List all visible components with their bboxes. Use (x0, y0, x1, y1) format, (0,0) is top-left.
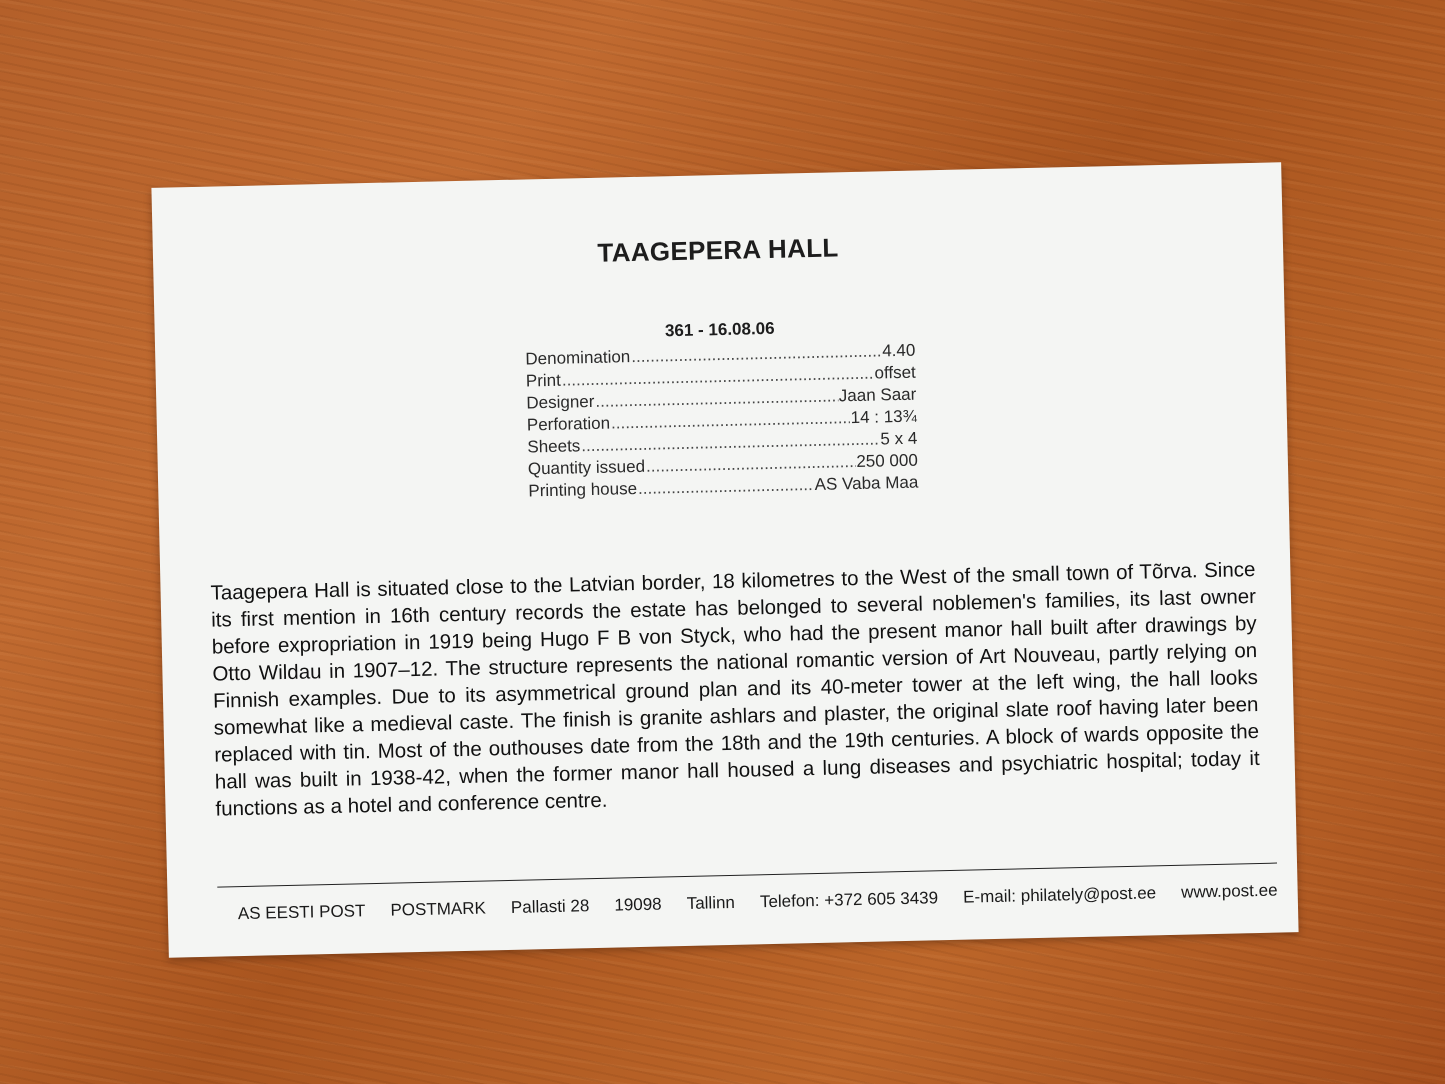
spec-label: Perforation (526, 413, 611, 435)
spec-label: Sheets (527, 436, 581, 457)
spec-value: Jaan Saar (838, 384, 917, 406)
publisher-footer (238, 881, 1278, 925)
leader-dots (638, 474, 814, 500)
postcard (151, 162, 1298, 957)
card-title: TAAGEPERA HALL (597, 232, 839, 268)
spec-value: 4.40 (881, 340, 916, 361)
spec-value: 14 : 13¾ (850, 406, 918, 428)
spec-value: AS Vaba Maa (814, 472, 919, 494)
phone-number: Telefon: +372 605 3439 (759, 888, 939, 912)
street-address: Pallasti 28 (510, 896, 590, 917)
spec-value: 250 000 (856, 450, 918, 471)
city-name: Tallinn (686, 892, 736, 913)
spec-value: 5 x 4 (880, 428, 918, 449)
spec-value: offset (874, 362, 917, 383)
company-name: AS EESTI POST (237, 901, 366, 924)
email-address: E-mail: philately@post.ee (962, 883, 1157, 907)
postal-code: 19098 (614, 894, 662, 915)
spec-label: Printing house (528, 478, 638, 501)
spec-label: Print (525, 370, 562, 391)
history-description: Taagepera Hall is situated close to the Latvian border, 18 kilometres to the West of the small town of Tõrva. Since its first mention in 16th century records the estate has belonged to several noblemen's families, its last owner before expropriation in 1919 being Hugo F B von Styck, who had the present manor hall built after drawings by Otto Wildau in 1907–12. The structure represents the national romantic version of Art Nouveau, partly relying on Finnish examples. Due to its asymmetrical ground plan and its 40-meter tower at the left wing, the hall looks somewhat like a medieval caste. The finish is granite ashlars and plaster, the original slate roof having later been replaced with tin. Most of the outhouses date from the 18th and the 19th centuries. A block of wards opposite the hall was built in 1938-42, when the former manor hall housed a lung diseases and psychiatric hospital; today it functions as a hotel and conference centre. (210, 557, 1260, 821)
division-name: POSTMARK (390, 898, 487, 920)
website-address: www.post.ee (1180, 880, 1278, 902)
stamp-specifications (525, 316, 919, 503)
issue-number-date: 361 - 16.08.06 (664, 318, 775, 341)
spec-label: Quantity issued (527, 456, 646, 479)
spec-label: Denomination (525, 347, 631, 369)
spec-label: Designer (526, 391, 595, 413)
